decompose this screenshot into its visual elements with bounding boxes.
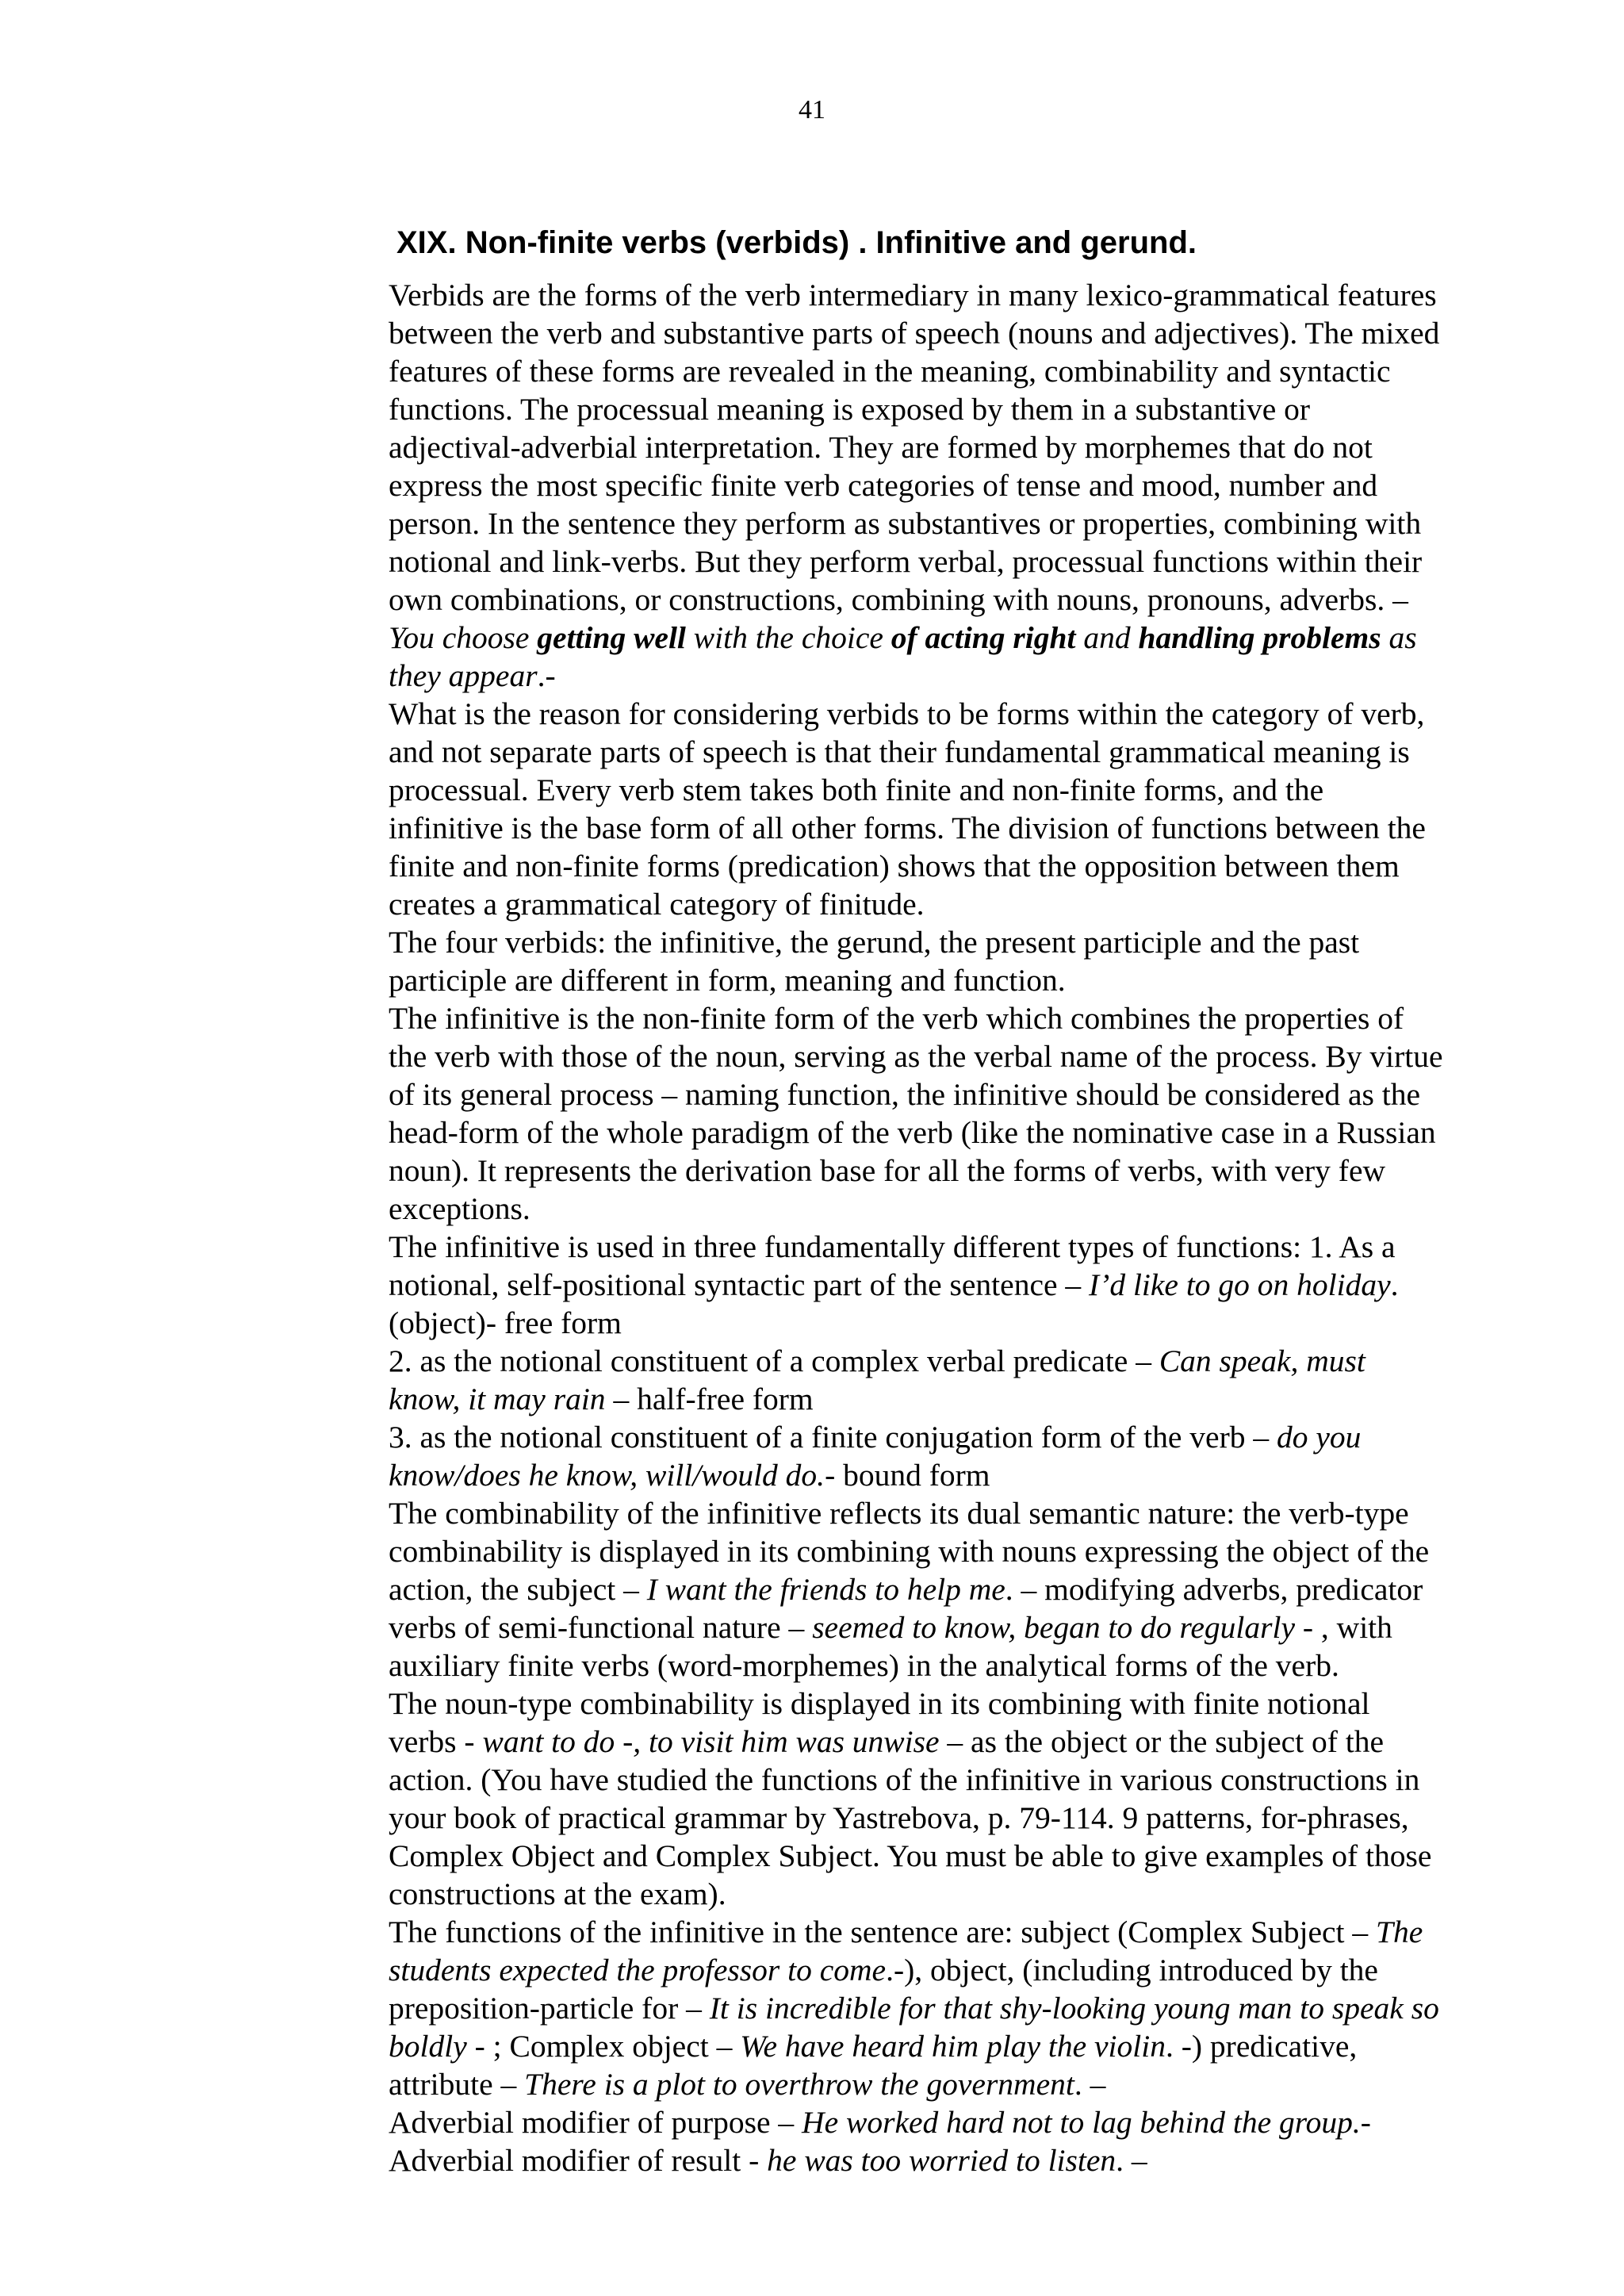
text-run: notional, self-positional syntactic part of the sentence – bbox=[389, 1267, 1090, 1302]
text-run: own combinations, or constructions, combining with nouns, pronouns, adverbs. – bbox=[389, 582, 1408, 617]
text-run: . – bbox=[1074, 2067, 1106, 2102]
text-run: - bbox=[1360, 2105, 1371, 2140]
emphasis-text: boldly bbox=[389, 2029, 467, 2064]
text-line bbox=[389, 961, 1442, 999]
text-run: The combinability of the infinitive reflects its dual semantic nature: the verb-type bbox=[389, 1496, 1409, 1531]
text-line bbox=[389, 2141, 1442, 2179]
text-line bbox=[389, 276, 1442, 314]
text-line bbox=[389, 504, 1442, 542]
text-line bbox=[389, 1837, 1442, 1875]
emphasis-text: You choose bbox=[389, 620, 538, 655]
text-line bbox=[389, 2065, 1442, 2103]
text-line bbox=[389, 619, 1442, 657]
text-run: Adverbial modifier of purpose – bbox=[389, 2105, 802, 2140]
text-line bbox=[389, 1418, 1442, 1456]
text-run: between the verb and substantive parts of speech (nouns and adjectives). The mixed bbox=[389, 316, 1440, 351]
text-run: The infinitive is the non-finite form of the verb which combines the properties of bbox=[389, 1001, 1404, 1036]
text-line bbox=[389, 1608, 1442, 1646]
text-line bbox=[389, 1342, 1442, 1380]
section-heading: XIX. Non-finite verbs (verbids) . Infinitive and gerund. bbox=[396, 225, 1197, 260]
text-run: action. (You have studied the functions of the infinitive in various constructions in bbox=[389, 1762, 1420, 1797]
text-line bbox=[389, 885, 1442, 923]
text-run: . – bbox=[1116, 2143, 1147, 2178]
text-line bbox=[389, 923, 1442, 961]
emphasis-text: know, it may rain bbox=[389, 1382, 606, 1416]
emphasis-text: they appear bbox=[389, 658, 538, 693]
text-line bbox=[389, 1380, 1442, 1418]
text-run: functions. The processual meaning is exposed by them in a substantive or bbox=[389, 392, 1311, 427]
text-run: preposition-particle for – bbox=[389, 1991, 710, 2026]
text-run: the verb with those of the noun, serving as the verbal name of the process. By virtue bbox=[389, 1039, 1443, 1074]
text-run: finite and non-finite forms (predication) shows that the opposition between them bbox=[389, 849, 1400, 884]
text-run: - , with bbox=[1295, 1610, 1392, 1645]
text-line bbox=[389, 1228, 1442, 1266]
text-run: person. In the sentence they perform as substantives or properties, combining with bbox=[389, 506, 1422, 541]
emphasis-text: I want the friends to help me bbox=[646, 1572, 1005, 1607]
emphasis-text: It is incredible for that shy-looking young man to speak so bbox=[709, 1991, 1439, 2026]
text-run: - bound form bbox=[825, 1458, 990, 1493]
text-run: adjectival-adverbial interpretation. They are formed by morphemes that do not bbox=[389, 430, 1373, 465]
text-line bbox=[389, 1190, 1442, 1228]
emphasis-text: getting well bbox=[537, 620, 686, 655]
text-line bbox=[389, 1646, 1442, 1685]
text-run: Complex Object and Complex Subject. You must be able to give examples of those bbox=[389, 1838, 1432, 1873]
text-run: attribute – bbox=[389, 2067, 525, 2102]
page-number: 41 bbox=[799, 95, 825, 125]
text-run: The four verbids: the infinitive, the gerund, the present participle and the past bbox=[389, 925, 1360, 960]
text-run: participle are different in form, meaning and function. bbox=[389, 963, 1066, 998]
text-run: noun). It represents the derivation base for all the forms of verbs, with very few bbox=[389, 1153, 1386, 1188]
text-line bbox=[389, 1037, 1442, 1075]
emphasis-text: He worked hard not to lag behind the group. bbox=[802, 2105, 1361, 2140]
text-run: – as the object or the subject of the bbox=[939, 1724, 1385, 1759]
emphasis-text: with the choice bbox=[685, 620, 891, 655]
text-run: The noun-type combinability is displayed in its combining with finite notional bbox=[389, 1686, 1370, 1721]
text-line bbox=[389, 542, 1442, 581]
text-line bbox=[389, 1875, 1442, 1913]
text-run: notional and link-verbs. But they perform verbal, processual functions within their bbox=[389, 544, 1423, 579]
text-run: auxiliary finite verbs (word-morphemes) in the analytical forms of the verb. bbox=[389, 1648, 1339, 1683]
text-run: action, the subject – bbox=[389, 1572, 647, 1607]
text-line bbox=[389, 657, 1442, 695]
emphasis-text: he was too worried to listen bbox=[767, 2143, 1116, 2178]
emphasis-text: seemed to know, began to do regularly bbox=[812, 1610, 1296, 1645]
text-line bbox=[389, 581, 1442, 619]
text-line bbox=[389, 2027, 1442, 2065]
emphasis-text: handling problems bbox=[1138, 620, 1381, 655]
text-line bbox=[389, 352, 1442, 390]
text-run: - ; Complex object – bbox=[466, 2029, 741, 2064]
text-line bbox=[389, 1114, 1442, 1152]
text-line bbox=[389, 1723, 1442, 1761]
text-line bbox=[389, 428, 1442, 466]
text-line bbox=[389, 1685, 1442, 1723]
text-line bbox=[389, 999, 1442, 1037]
body-text bbox=[389, 276, 1442, 2179]
text-run: What is the reason for considering verbids to be forms within the category of verb, bbox=[389, 696, 1425, 731]
text-run: processual. Every verb stem takes both finite and non-finite forms, and the bbox=[389, 772, 1324, 807]
emphasis-text: The bbox=[1376, 1915, 1423, 1949]
text-line bbox=[389, 2103, 1442, 2141]
text-line bbox=[389, 466, 1442, 504]
emphasis-text: We have heard him play the violin bbox=[740, 2029, 1166, 2064]
text-run: 2. as the notional constituent of a complex verbal predicate – bbox=[389, 1343, 1159, 1378]
text-run: The infinitive is used in three fundamentally different types of functions: 1. As a bbox=[389, 1229, 1396, 1264]
text-run: creates a grammatical category of finitude. bbox=[389, 887, 925, 922]
emphasis-text: as bbox=[1381, 620, 1417, 655]
text-line bbox=[389, 695, 1442, 733]
emphasis-text: There is a plot to overthrow the government bbox=[524, 2067, 1074, 2102]
text-run: .- bbox=[537, 658, 556, 693]
text-line bbox=[389, 1761, 1442, 1799]
text-line bbox=[389, 1799, 1442, 1837]
text-line bbox=[389, 1304, 1442, 1342]
text-run: your book of practical grammar by Yastrebova, p. 79-114. 9 patterns, for-phrases, bbox=[389, 1800, 1409, 1835]
text-line bbox=[389, 1951, 1442, 1989]
emphasis-text: do you bbox=[1276, 1420, 1362, 1455]
emphasis-text: Can speak, must bbox=[1159, 1343, 1365, 1378]
text-run: . – modifying adverbs, predicator bbox=[1005, 1572, 1423, 1607]
emphasis-text: I’d like to go on holiday bbox=[1089, 1267, 1391, 1302]
text-line bbox=[389, 847, 1442, 885]
text-run: and not separate parts of speech is that their fundamental grammatical meaning is bbox=[389, 734, 1410, 769]
emphasis-text: and bbox=[1075, 620, 1139, 655]
text-line bbox=[389, 1570, 1442, 1608]
text-run: infinitive is the base form of all other forms. The division of functions between the bbox=[389, 811, 1426, 845]
text-run: features of these forms are revealed in the meaning, combinability and syntactic bbox=[389, 354, 1391, 389]
text-run: combinability is displayed in its combining with nouns expressing the object of the bbox=[389, 1534, 1430, 1569]
text-line bbox=[389, 390, 1442, 428]
text-run: .-), object, (including introduced by the bbox=[886, 1953, 1378, 1987]
text-run: – half-free form bbox=[605, 1382, 814, 1416]
text-line bbox=[389, 809, 1442, 847]
text-line bbox=[389, 314, 1442, 352]
emphasis-text: know/does he know, will/would do. bbox=[389, 1458, 825, 1493]
text-line bbox=[389, 1152, 1442, 1190]
text-run: constructions at the exam). bbox=[389, 1876, 726, 1911]
text-line bbox=[389, 1913, 1442, 1951]
text-line bbox=[389, 1075, 1442, 1114]
text-run: (object)- free form bbox=[389, 1305, 622, 1340]
text-run: Adverbial modifier of result - bbox=[389, 2143, 768, 2178]
text-run: of its general process – naming function, the infinitive should be considered as the bbox=[389, 1077, 1420, 1112]
emphasis-text: want to do -, to visit him was unwise bbox=[482, 1724, 940, 1759]
text-run: Verbids are the forms of the verb intermediary in many lexico-grammatical features bbox=[389, 278, 1437, 312]
text-run: The functions of the infinitive in the sentence are: subject (Complex Subject – bbox=[389, 1915, 1377, 1949]
text-run: head-form of the whole paradigm of the verb (like the nominative case in a Russian bbox=[389, 1115, 1436, 1150]
text-line bbox=[389, 1494, 1442, 1532]
text-line bbox=[389, 1989, 1442, 2027]
text-run: exceptions. bbox=[389, 1191, 530, 1226]
text-line bbox=[389, 733, 1442, 771]
text-run: . bbox=[1390, 1267, 1399, 1302]
text-line bbox=[389, 771, 1442, 809]
text-line bbox=[389, 1266, 1442, 1304]
text-run: verbs of semi-functional nature – bbox=[389, 1610, 813, 1645]
text-line bbox=[389, 1532, 1442, 1570]
text-line bbox=[389, 1456, 1442, 1494]
text-run: express the most specific finite verb categories of tense and mood, number and bbox=[389, 468, 1378, 503]
text-run: 3. as the notional constituent of a finite conjugation form of the verb – bbox=[389, 1420, 1277, 1455]
text-run: . -) predicative, bbox=[1165, 2029, 1358, 2064]
text-run: verbs - bbox=[389, 1724, 483, 1759]
emphasis-text: of acting right bbox=[891, 620, 1076, 655]
emphasis-text: students expected the professor to come bbox=[389, 1953, 887, 1987]
